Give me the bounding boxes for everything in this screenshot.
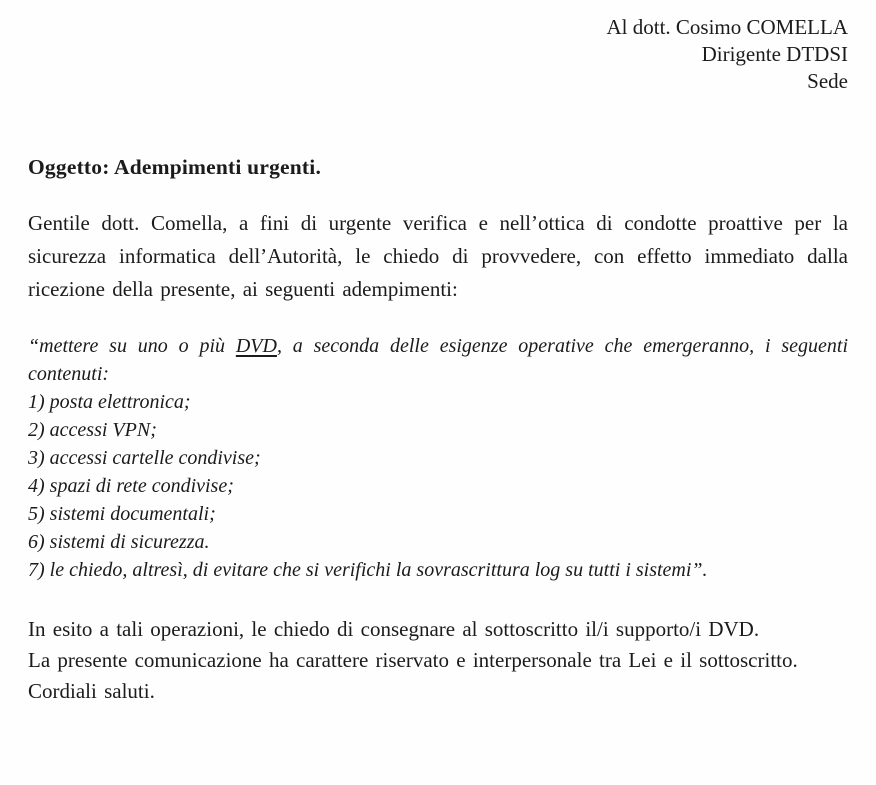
quoted-instructions-block [28, 332, 848, 584]
recipient-role: Dirigente DTDSI [701, 42, 848, 66]
quote-opening-post: , a seconda delle esigenze operative che emergeranno, i seguenti contenuti: [28, 335, 848, 385]
closing-paragraph-1: In esito a tali operazioni, le chiedo di consegnare al sottoscritto il/i supporto/i DVD. [28, 617, 760, 641]
recipient-name: Al dott. Cosimo COMELLA [606, 15, 848, 39]
closing-paragraph-2: La presente comunicazione ha carattere riservato e interpersonale tra Lei e il sottoscritto. [28, 648, 798, 672]
quote-item-5: 5) sistemi documentali; [28, 503, 216, 525]
quote-item-4: 4) spazi di rete condivise; [28, 475, 234, 497]
closing-salutation: Cordiali saluti. [28, 679, 155, 703]
quote-opening-pre: “mettere su uno o più [28, 335, 236, 357]
quote-item-3: 3) accessi cartelle condivise; [28, 447, 261, 469]
quote-item-7: 7) le chiedo, altresì, di evitare che si verifichi la sovrascrittura log su tutti i sistemi”. [28, 559, 708, 581]
dvd-underlined-text: DVD [235, 335, 277, 357]
closing-block [28, 614, 848, 707]
quote-opening-line [28, 332, 848, 388]
quote-item-2: 2) accessi VPN; [28, 419, 157, 441]
quote-item-1: 1) posta elettronica; [28, 391, 191, 413]
subject-line: Oggetto: Adempimenti urgenti. [28, 155, 322, 179]
quote-item-6: 6) sistemi di sicurezza. [28, 531, 210, 553]
quote-numbered-list [28, 388, 848, 584]
recipient-location: Sede [807, 69, 848, 93]
intro-paragraph: Gentile dott. Comella, a fini di urgente verifica e nell’ottica di condotte proattive per la sicurezza informatica dell’Autorità, le chiedo di provvedere, con effetto immediato dalla ricezione della presente, ai seguenti adempimenti: [28, 211, 848, 301]
recipient-block [28, 14, 848, 95]
